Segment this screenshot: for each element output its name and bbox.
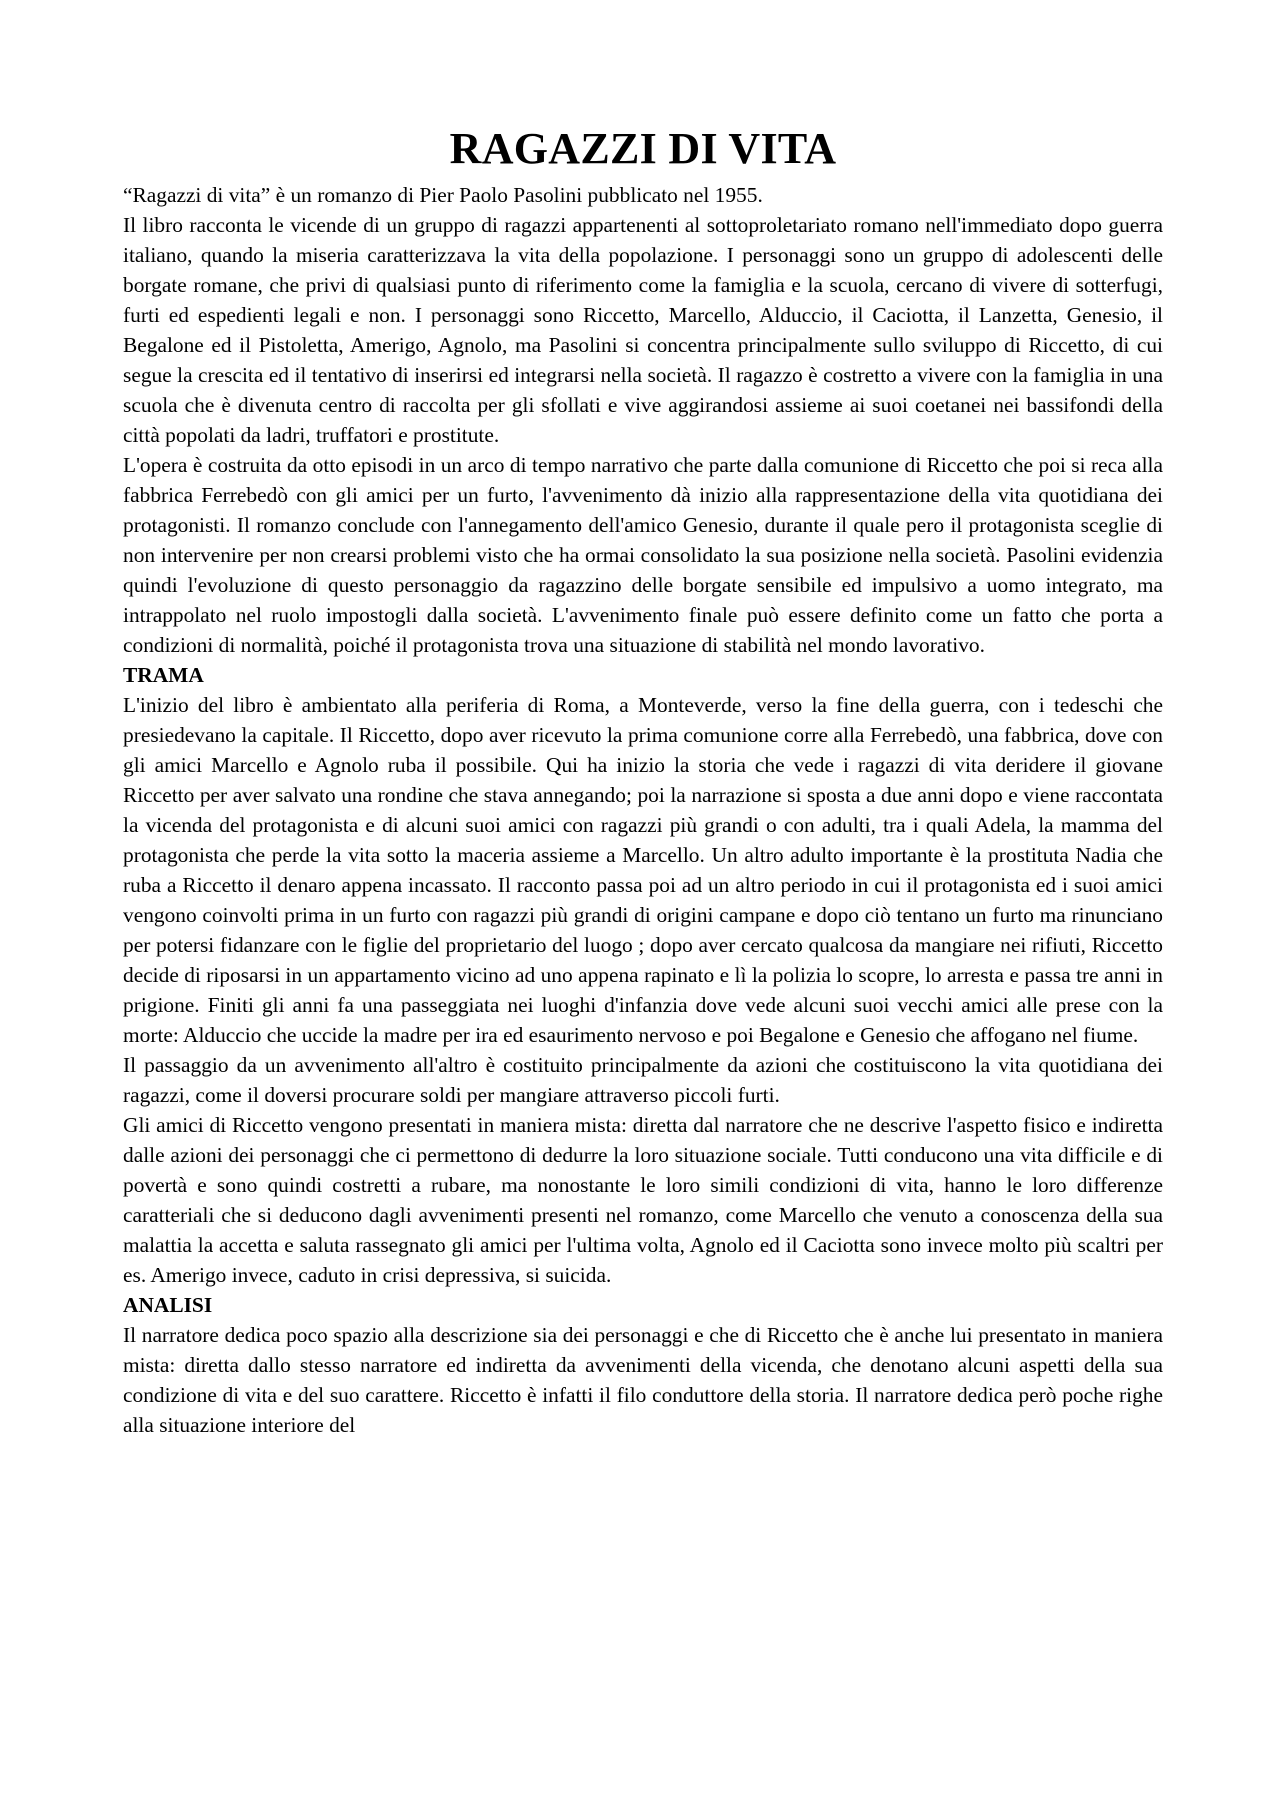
intro-paragraph: “Ragazzi di vita” è un romanzo di Pier Paolo Pasolini pubblicato nel 1955. <box>123 183 763 207</box>
summary-paragraph: Il libro racconta le vicende di un gruppo di ragazzi appartenenti al sottoproletariato romano nell'immediato dopo guerra italiano, quando la miseria caratterizzava la vita della popolazione. I personaggi sono un gruppo di adolescenti delle borgate romane, che privi di qualsiasi punto di riferimento come la famiglia e la scuola, cercano di vivere di sotterfugi, furti ed espedienti legali e non. I personaggi sono Riccetto, Marcello, Alduccio, il Caciotta, il Lanzetta, Genesio, il Begalone ed il Pistoletta, Amerigo, Agnolo, ma Pasolini si concentra principalmente sullo sviluppo di Riccetto, di cui segue la crescita ed il tentativo di inserirsi ed integrarsi nella società. Il ragazzo è costretto a vivere con la famiglia in una scuola che è divenuta centro di raccolta per gli sfollati e vive aggirandosi assieme ai suoi coetanei nei bassifondi della città popolati da ladri, truffatori e prostitute. <box>123 213 1163 447</box>
section-heading-analisi: ANALISI <box>123 1293 213 1317</box>
structure-paragraph: L'opera è costruita da otto episodi in un arco di tempo narrativo che parte dalla comunione di Riccetto che poi si reca alla fabbrica Ferrebedò con gli amici per un furto, l'avvenimento dà inizio alla rappresentazione della vita quotidiana dei protagonisti. Il romanzo conclude con l'annegamento dell'amico Genesio, durante il quale pero il protagonista sceglie di non intervenire per non crearsi problemi visto che ha ormai consolidato la sua posizione nella società. Pasolini evidenzia quindi l'evoluzione di questo personaggio da ragazzino delle borgate sensibile ed impulsivo a uomo integrato, ma intrappolato nel ruolo impostogli dalla società. L'avvenimento finale può essere definito come un fatto che porta a condizioni di normalità, poiché il protagonista trova una situazione di stabilità nel mondo lavorativo. <box>123 453 1163 657</box>
section-heading-trama: TRAMA <box>123 663 204 687</box>
analisi-paragraph-1: Il narratore dedica poco spazio alla descrizione sia dei personaggi e che di Riccetto che è anche lui presentato in maniera mista: diretta dallo stesso narratore ed indiretta da avvenimenti della vicenda, che denotano alcuni aspetti della sua condizione di vita e del suo carattere. Riccetto è infatti il filo conduttore della storia. Il narratore dedica però poche righe alla situazione interiore del <box>123 1323 1163 1437</box>
document-page <box>123 120 1163 1440</box>
trama-paragraph-3: Gli amici di Riccetto vengono presentati in maniera mista: diretta dal narratore che ne descrive l'aspetto fisico e indiretta dalle azioni dei personaggi che ci permettono di dedurre la loro situazione sociale. Tutti conducono una vita difficile e di povertà e sono quindi costretti a rubare, ma nonostante le loro simili condizioni di vita, hanno le loro differenze caratteriali che si deducono dagli avvenimenti presenti nel romanzo, come Marcello che venuto a conoscenza della sua malattia la accetta e saluta rassegnato gli amici per l'ultima volta, Agnolo ed il Caciotta sono invece molto più scaltri per es. Amerigo invece, caduto in crisi depressiva, si suicida. <box>123 1113 1163 1287</box>
trama-paragraph-1: L'inizio del libro è ambientato alla periferia di Roma, a Monteverde, verso la fine della guerra, con i tedeschi che presiedevano la capitale. Il Riccetto, dopo aver ricevuto la prima comunione corre alla Ferrebedò, una fabbrica, dove con gli amici Marcello e Agnolo ruba il possibile. Qui ha inizio la storia che vede i ragazzi di vita deridere il giovane Riccetto per aver salvato una rondine che stava annegando; poi la narrazione si sposta a due anni dopo e viene raccontata la vicenda del protagonista e di alcuni suoi amici con ragazzi più grandi o con adulti, tra i quali Adela, la mamma del protagonista che perde la vita sotto la maceria assieme a Marcello. Un altro adulto importante è la prostituta Nadia che ruba a Riccetto il denaro appena incassato. Il racconto passa poi ad un altro periodo in cui il protagonista ed i suoi amici vengono coinvolti prima in un furto con ragazzi più grandi di origini campane e dopo ciò tentano un furto ma rinunciano per potersi fidanzare con le figlie del proprietario del luogo ; dopo aver cercato qualcosa da mangiare nei rifiuti, Riccetto decide di riposarsi in un appartamento vicino ad uno appena rapinato e lì la polizia lo scopre, lo arresta e passa tre anni in prigione. Finiti gli anni fa una passeggiata nei luoghi d'infanzia dove vede alcuni suoi vecchi amici alle prese con la morte: Alduccio che uccide la madre per ira ed esaurimento nervoso e poi Begalone e Genesio che affogano nel fiume. <box>123 693 1163 1047</box>
trama-paragraph-2: Il passaggio da un avvenimento all'altro è costituito principalmente da azioni che costituiscono la vita quotidiana dei ragazzi, come il doversi procurare soldi per mangiare attraverso piccoli furti. <box>123 1053 1163 1107</box>
document-title: RAGAZZI DI VITA <box>449 124 837 173</box>
